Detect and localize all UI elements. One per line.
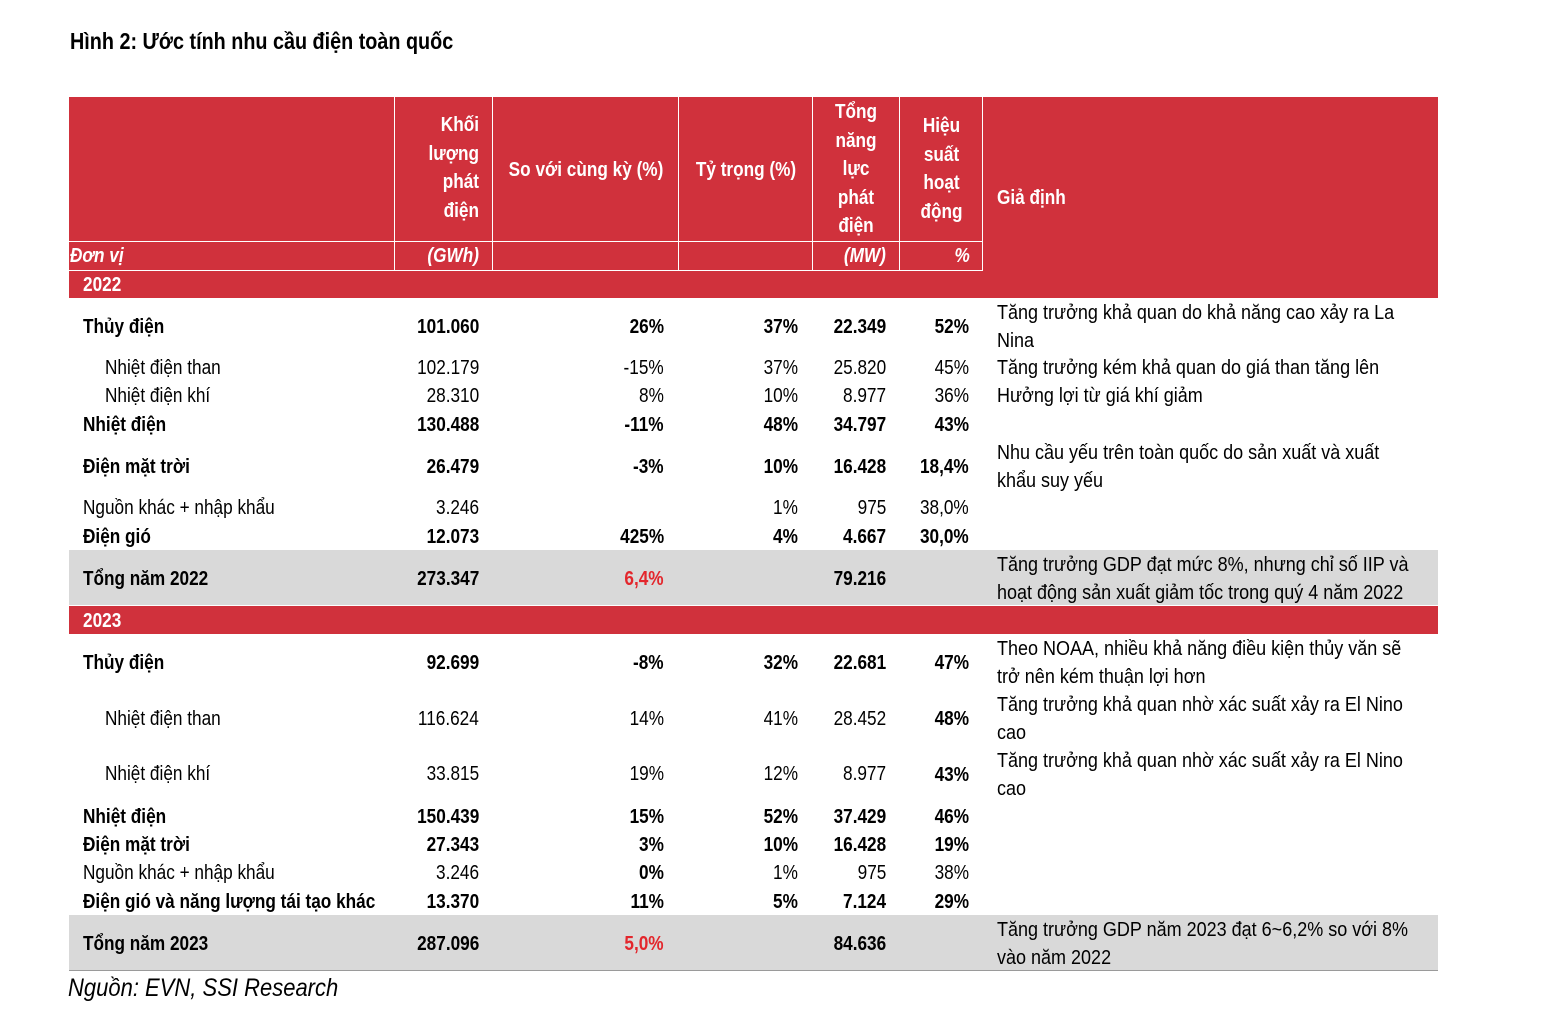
total-2023-volume: 287.096 [416,933,479,955]
year-2023-label: 2023 [83,610,122,632]
cell-capacity: 25.820 [833,357,886,379]
cell-volume: 101.060 [416,316,479,338]
total-2022-yoy: 6,4% [624,568,664,590]
note-gas-2022: Hưởng lợi từ giá khí giảm [997,385,1203,407]
cell-volume: 27.343 [426,834,479,856]
cell-volume: 116.624 [418,708,479,730]
cell-efficiency: 30,0% [920,526,969,548]
cell-share: 10% [763,834,798,856]
cell-share: 10% [763,385,798,407]
unit-capacity: (MW) [843,245,886,267]
note-coal-2022: Tăng trưởng kém khả quan do giá than tăng lên [997,357,1380,379]
cell-volume: 102.179 [416,357,479,379]
unit-efficiency: % [954,245,970,267]
row-name: Nhiệt điện [83,414,167,436]
unit-volume: (GWh) [427,245,479,267]
cell-capacity: 34.797 [833,414,886,436]
header-share: Tỷ trọng (%) [695,159,797,181]
year-2022-label: 2022 [83,274,122,296]
cell-capacity: 4.667 [842,526,886,548]
cell-capacity: 8.977 [842,385,886,407]
note-gdp-2023: Tăng trưởng GDP năm 2023 đạt 6~6,2% so với 8% vào năm 2022 [997,919,1409,969]
cell-efficiency: 18,4% [920,456,969,478]
header-volume: Khối lượng phát điện [428,114,479,222]
cell-capacity: 28.452 [833,708,886,730]
cell-volume: 3.246 [435,497,479,519]
cell-yoy: 3% [639,834,664,856]
row-name: Nguồn khác + nhập khẩu [83,497,275,519]
note-demand-2022: Nhu cầu yếu trên toàn quốc do sản xuất và xuất khẩu suy yếu [997,442,1380,492]
cell-capacity: 8.977 [842,763,886,785]
cell-volume: 33.815 [426,763,479,785]
cell-efficiency: 38% [934,862,969,884]
note-gas-2023: Tăng trưởng khả quan nhờ xác suất xảy ra El Nino cao [997,750,1403,800]
cell-share: 48% [763,414,798,436]
cell-capacity: 975 [857,862,886,884]
cell-volume: 3.246 [435,862,479,884]
cell-efficiency: 38,0% [920,497,969,519]
cell-yoy: -3% [633,456,664,478]
row-name: Nguồn khác + nhập khẩu [83,862,275,884]
row-name: Điện gió [83,526,151,548]
cell-efficiency: 19% [934,834,969,856]
cell-efficiency: 46% [934,806,969,828]
total-2022-capacity: 79.216 [833,568,886,590]
row-name: Nhiệt điện than [105,357,221,379]
cell-capacity: 22.681 [833,652,886,674]
cell-volume: 12.073 [426,526,479,548]
cell-yoy: 14% [629,708,664,730]
cell-capacity: 975 [857,497,886,519]
row-name: Điện gió và năng lượng tái tạo khác [83,891,376,913]
cell-volume: 92.699 [426,652,479,674]
cell-yoy: 0% [639,862,664,884]
cell-capacity: 22.349 [833,316,886,338]
cell-efficiency: 43% [934,414,969,436]
cell-volume: 13.370 [426,891,479,913]
cell-efficiency: 36% [934,385,969,407]
cell-capacity: 7.124 [842,891,886,913]
cell-efficiency: 45% [934,357,969,379]
cell-share: 12% [763,763,798,785]
cell-yoy: 11% [630,891,664,913]
note-hydro-2022: Tăng trưởng khả quan do khả năng cao xảy ra La Nina [997,302,1395,352]
note-gdp-2022: Tăng trưởng GDP đạt mức 8%, nhưng chỉ số IIP và hoạt động sản xuất giảm tốc trong quý 4 năm 2022 [997,554,1409,604]
row-name: Điện mặt trời [83,834,190,856]
total-2023-capacity: 84.636 [833,933,886,955]
source-note: Nguồn: EVN, SSI Research [68,974,339,1002]
row-name: Nhiệt điện khí [105,763,211,785]
header-background [69,97,1438,298]
total-2023-label: Tổng năm 2023 [83,933,209,955]
row-name: Nhiệt điện khí [105,385,211,407]
cell-share: 37% [763,316,798,338]
header-capacity: Tổng năng lực phát điện [834,101,878,237]
cell-share: 10% [763,456,798,478]
note-coal-2023: Tăng trưởng khả quan nhờ xác suất xảy ra El Nino cao [997,694,1403,744]
note-hydro-2023: Theo NOAA, nhiều khả năng điều kiện thủy văn sẽ trở nên kém thuận lợi hơn [997,638,1402,688]
cell-volume: 28.310 [426,385,479,407]
row-name: Thủy điện [83,652,165,674]
cell-yoy: -8% [633,652,664,674]
cell-efficiency: 47% [934,652,969,674]
cell-share: 5% [773,891,798,913]
cell-share: 41% [763,708,798,730]
total-2023-yoy: 5,0% [624,933,664,955]
cell-share: 37% [763,357,798,379]
cell-efficiency: 52% [934,316,969,338]
cell-yoy: 8% [639,385,664,407]
header-yoy: So với cùng kỳ (%) [508,159,664,181]
cell-yoy: 19% [629,763,664,785]
total-2022-label: Tổng năm 2022 [83,568,209,590]
row-name: Nhiệt điện than [105,708,221,730]
cell-yoy: -11% [624,414,664,436]
row-name: Điện mặt trời [83,456,190,478]
row-name: Thủy điện [83,316,165,338]
cell-volume: 150.439 [416,806,479,828]
cell-efficiency: 29% [934,891,969,913]
cell-yoy: 26% [629,316,664,338]
cell-yoy: -15% [623,357,664,379]
unit-label: Đơn vị [70,245,124,267]
cell-volume: 130.488 [416,414,479,436]
cell-capacity: 16.428 [833,834,886,856]
cell-efficiency: 43% [934,764,969,786]
cell-capacity: 16.428 [833,456,886,478]
cell-share: 1% [773,497,798,519]
cell-capacity: 37.429 [833,806,886,828]
power-demand-table [69,97,1438,971]
cell-share: 4% [773,526,798,548]
cell-share: 52% [763,806,798,828]
header-assumption: Giả định [997,187,1066,209]
cell-share: 32% [763,652,798,674]
cell-yoy: 425% [620,526,664,548]
header-efficiency: Hiệu suất hoạt động [920,115,963,223]
cell-yoy: 15% [629,806,664,828]
cell-share: 1% [773,862,798,884]
row-name: Nhiệt điện [83,806,167,828]
total-2022-volume: 273.347 [416,568,479,590]
cell-volume: 26.479 [426,456,479,478]
cell-efficiency: 48% [934,708,969,730]
figure-title: Hình 2: Ước tính nhu cầu điện toàn quốc [70,28,454,54]
year-2023-band [69,606,1438,634]
